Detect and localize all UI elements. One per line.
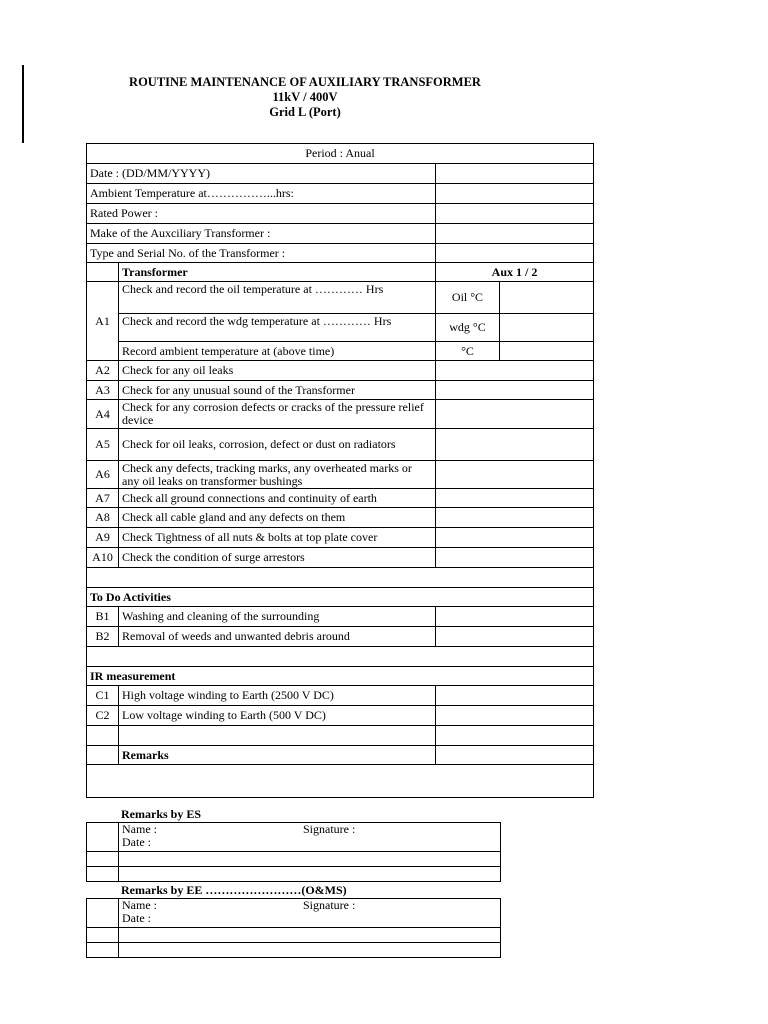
remarks-field[interactable]: [87, 765, 594, 798]
ambient-value-cell[interactable]: [500, 342, 594, 361]
oil-temperature-value-cell[interactable]: [500, 282, 594, 314]
ee-blank-cell: [87, 943, 119, 958]
a10-text: Check the condition of surge arrestors: [119, 548, 436, 568]
a10-code: A10: [87, 548, 119, 568]
a5-result-cell[interactable]: [436, 429, 594, 461]
c2-result-cell[interactable]: [436, 706, 594, 726]
a7-code: A7: [87, 489, 119, 508]
date-value-cell[interactable]: [436, 164, 594, 184]
a9-result-cell[interactable]: [436, 528, 594, 548]
voltage-rating: 11kV / 400V: [272, 90, 338, 104]
spacer-row: [87, 568, 594, 588]
a4-code: A4: [87, 400, 119, 429]
a7-result-cell[interactable]: [436, 489, 594, 508]
a5-code: A5: [87, 429, 119, 461]
es-remarks-line[interactable]: [119, 852, 501, 867]
document-header: [85, 75, 525, 120]
wdg-unit-label: wdg °C: [436, 314, 500, 342]
es-name-label: Name :: [122, 822, 157, 836]
a2-text: Check for any oil leaks: [119, 361, 436, 381]
type-serial-value-cell[interactable]: [436, 244, 594, 263]
ee-remarks-line[interactable]: [119, 928, 501, 943]
remarks-header: Remarks: [119, 746, 436, 765]
a9-code: A9: [87, 528, 119, 548]
remarks-header-right: [436, 746, 594, 765]
a3-result-cell[interactable]: [436, 381, 594, 400]
document-title: ROUTINE MAINTENANCE OF AUXILIARY TRANSFORMER: [129, 75, 481, 89]
ee-remarks-line[interactable]: [119, 943, 501, 958]
blank-result-cell[interactable]: [436, 726, 594, 746]
b1-code: B1: [87, 607, 119, 627]
a6-code: A6: [87, 461, 119, 489]
aux-header: Aux 1 / 2: [436, 263, 594, 282]
a7-text: Check all ground connections and continuity of earth: [119, 489, 436, 508]
a1-ambient-check: Record ambient temperature at (above time): [119, 342, 436, 361]
ee-name-date-cell[interactable]: [119, 899, 501, 928]
es-remarks-line[interactable]: [119, 867, 501, 882]
c2-text: Low voltage winding to Earth (500 V DC): [119, 706, 436, 726]
remarks-es-table: [86, 822, 501, 882]
header-blank-cell: [87, 263, 119, 282]
b2-result-cell[interactable]: [436, 627, 594, 647]
a5-text: Check for oil leaks, corrosion, defect or dust on radiators: [119, 429, 436, 461]
b2-text: Removal of weeds and unwanted debris around: [119, 627, 436, 647]
a2-result-cell[interactable]: [436, 361, 594, 381]
remarks-ee-heading: Remarks by EE ……………………(O&MS): [121, 883, 347, 897]
c1-code: C1: [87, 686, 119, 706]
a4-result-cell[interactable]: [436, 400, 594, 429]
es-blank-cell: [87, 867, 119, 882]
todo-section-header: To Do Activities: [87, 588, 594, 607]
a1-code: A1: [87, 282, 119, 361]
remarks-blank-cell: [87, 746, 119, 765]
b1-text: Washing and cleaning of the surrounding: [119, 607, 436, 627]
ambient-temperature-label: Ambient Temperature at……………...hrs:: [87, 184, 436, 204]
maintenance-form-table: [86, 143, 594, 798]
a8-text: Check all cable gland and any defects on them: [119, 508, 436, 528]
es-name-date-cell[interactable]: [119, 823, 501, 852]
a9-text: Check Tightness of all nuts & bolts at top plate cover: [119, 528, 436, 548]
c2-code: C2: [87, 706, 119, 726]
rated-power-value-cell[interactable]: [436, 204, 594, 224]
page-margin-marker: [22, 65, 24, 143]
c1-text: High voltage winding to Earth (2500 V DC): [119, 686, 436, 706]
a3-text: Check for any unusual sound of the Transformer: [119, 381, 436, 400]
ee-blank-cell: [87, 928, 119, 943]
make-value-cell[interactable]: [436, 224, 594, 244]
a6-result-cell[interactable]: [436, 461, 594, 489]
a3-code: A3: [87, 381, 119, 400]
a8-result-cell[interactable]: [436, 508, 594, 528]
date-label: Date : (DD/MM/YYYY): [87, 164, 436, 184]
grid-name: Grid L (Port): [269, 105, 341, 119]
spacer-row: [87, 647, 594, 667]
ee-signature-label: Signature :: [303, 898, 356, 912]
blank-text-cell[interactable]: [119, 726, 436, 746]
a6-text: Check any defects, tracking marks, any overheated marks or any oil leaks on transformer bushings: [119, 461, 436, 489]
period-cell: Period : Anual: [87, 144, 594, 164]
a10-result-cell[interactable]: [436, 548, 594, 568]
ee-blank-cell: [87, 899, 119, 928]
make-label: Make of the Auxciliary Transformer :: [87, 224, 436, 244]
a1-oil-check: Check and record the oil temperature at ………… Hrs: [119, 282, 436, 314]
es-blank-cell: [87, 852, 119, 867]
a2-code: A2: [87, 361, 119, 381]
ambient-unit-label: °C: [436, 342, 500, 361]
blank-code-cell: [87, 726, 119, 746]
es-date-label: Date :: [122, 835, 151, 849]
oil-unit-label: Oil °C: [436, 282, 500, 314]
type-serial-label: Type and Serial No. of the Transformer :: [87, 244, 436, 263]
ir-section-header: IR measurement: [87, 667, 594, 686]
c1-result-cell[interactable]: [436, 686, 594, 706]
remarks-ee-table: [86, 898, 501, 958]
ee-name-label: Name :: [122, 898, 157, 912]
transformer-header: Transformer: [119, 263, 436, 282]
es-signature-label: Signature :: [303, 822, 356, 836]
ambient-temperature-value-cell[interactable]: [436, 184, 594, 204]
b1-result-cell[interactable]: [436, 607, 594, 627]
b2-code: B2: [87, 627, 119, 647]
rated-power-label: Rated Power :: [87, 204, 436, 224]
a1-wdg-check: Check and record the wdg temperature at ………… Hrs: [119, 314, 436, 342]
a8-code: A8: [87, 508, 119, 528]
ee-date-label: Date :: [122, 911, 151, 925]
remarks-es-heading: Remarks by ES: [121, 807, 202, 821]
a4-text: Check for any corrosion defects or cracks of the pressure relief device: [119, 400, 436, 429]
es-blank-cell: [87, 823, 119, 852]
wdg-temperature-value-cell[interactable]: [500, 314, 594, 342]
